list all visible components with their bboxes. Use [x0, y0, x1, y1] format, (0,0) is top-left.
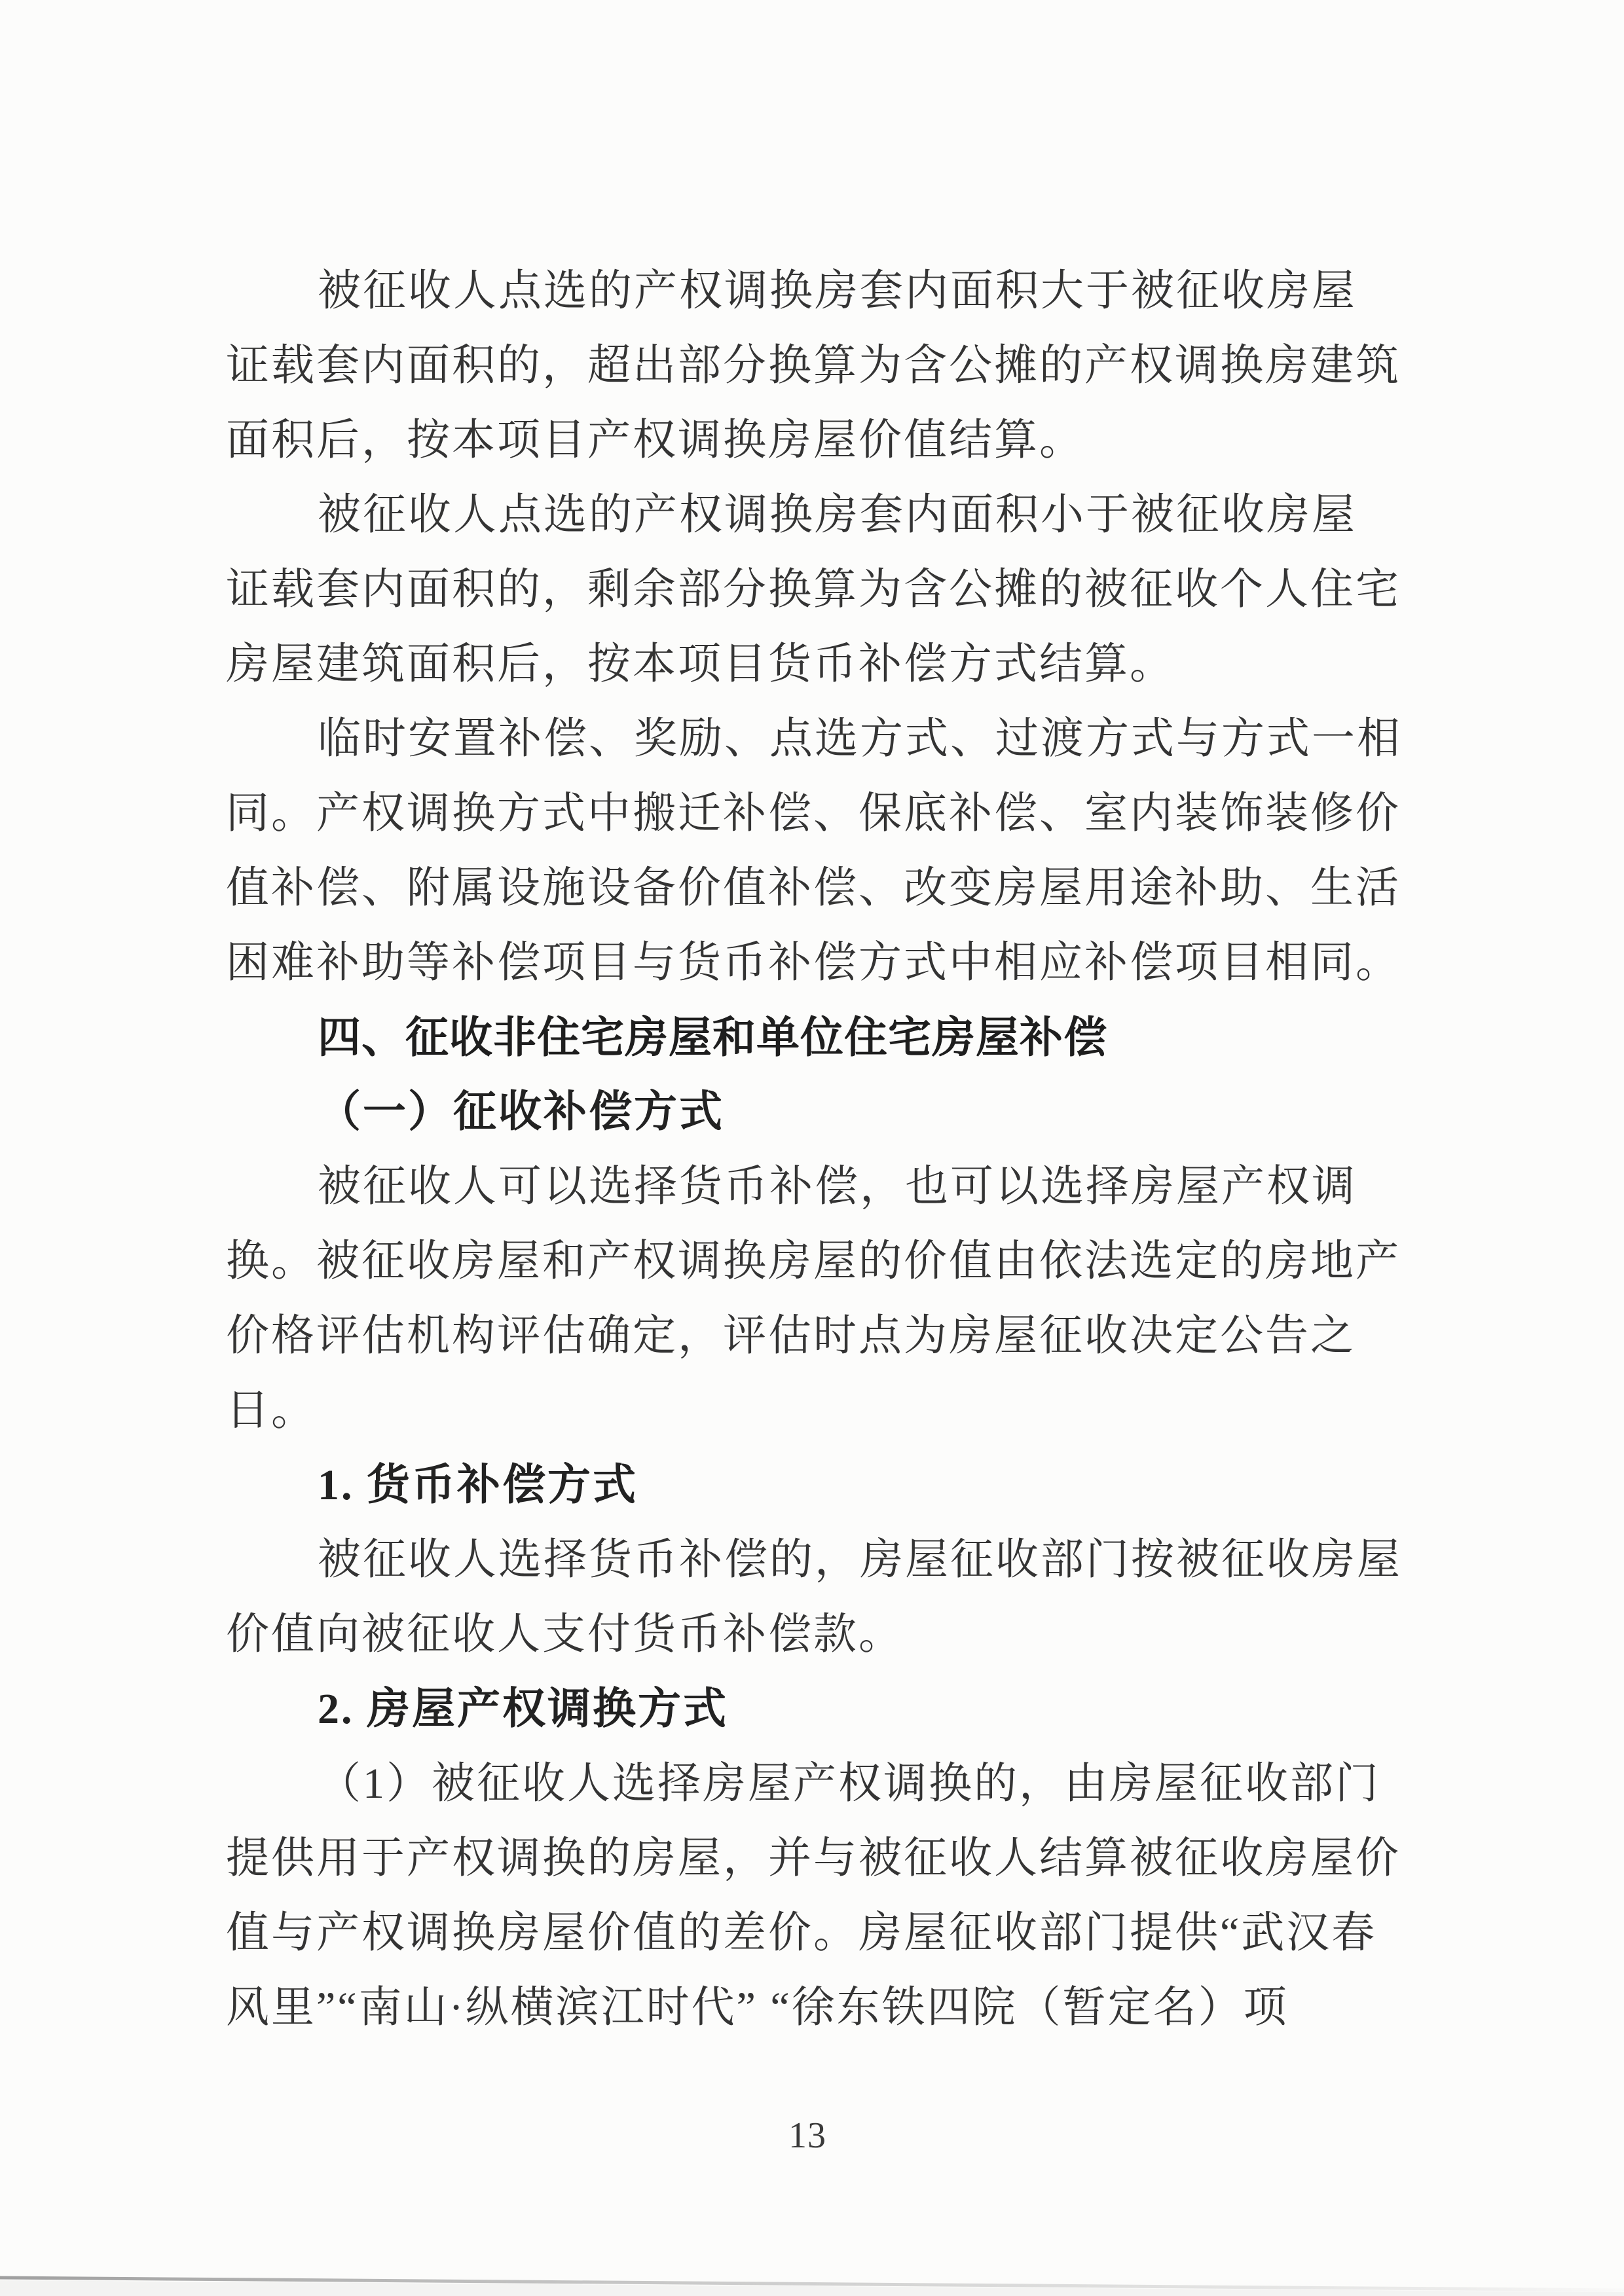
text-line: 值补偿、附属设施设备价值补偿、改变房屋用途补助、生活	[226, 864, 1401, 912]
paragraph	[226, 254, 1399, 478]
text-line: 面积后，按本项目产权调换房屋价值结算。	[226, 416, 1084, 464]
section-heading	[226, 1448, 1399, 1523]
text-line: 日。	[226, 1387, 316, 1434]
section-heading	[226, 1000, 1399, 1075]
text-line: 2. 房屋产权调换方式	[318, 1685, 728, 1733]
section-heading	[226, 1672, 1399, 1747]
page-number: 13	[788, 2115, 826, 2156]
paragraph	[226, 702, 1402, 1000]
text-line: 四、征收非住宅房屋和单位住宅房屋补偿	[318, 1012, 1107, 1063]
paragraph	[226, 1747, 1399, 2045]
text-line: 被征收人可以选择货币补偿，也可以选择房屋产权调	[318, 1163, 1357, 1211]
text-line: 价格评估机构评估确定，评估时点为房屋征收决定公告之	[226, 1312, 1356, 1360]
text-line: 价值向被征收人支付货币补偿款。	[226, 1611, 904, 1658]
text-line: 同。产权调换方式中搬迁补偿、保底补偿、室内装饰装修价	[226, 790, 1401, 837]
text-line: 提供用于产权调换的房屋，并与被征收人结算被征收房屋价	[226, 1834, 1401, 1882]
text-line: 1. 货币补偿方式	[318, 1461, 638, 1509]
text-line: 风里”“南山·纵横滨江时代” “徐东铁四院（暂定名）项	[226, 1984, 1289, 2032]
text-line: （1）被征收人选择房屋产权调换的，由房屋征收部门	[318, 1760, 1380, 1808]
section-heading	[226, 1075, 1399, 1150]
text-line: 证载套内面积的，剩余部分换算为含公摊的被征收个人住宅	[226, 566, 1401, 613]
paragraph	[226, 1523, 1402, 1672]
paragraph	[226, 478, 1399, 702]
text-line: 困难补助等补偿项目与货币补偿方式中相应补偿项目相同。	[226, 939, 1401, 987]
text-line: 证载套内面积的，超出部分换算为含公摊的产权调换房建筑	[226, 342, 1401, 390]
text-line: 房屋建筑面积后，按本项目货币补偿方式结算。	[226, 640, 1175, 688]
text-line: 换。被征收房屋和产权调换房屋的价值由依法选定的房地产	[226, 1237, 1401, 1285]
text-line: 被征收人点选的产权调换房套内面积小于被征收房屋	[318, 491, 1357, 539]
text-line: 临时安置补偿、奖励、点选方式、过渡方式与方式一相	[318, 715, 1402, 763]
text-line: 值与产权调换房屋价值的差价。房屋征收部门提供“武汉春	[226, 1909, 1377, 1957]
text-line: 被征收人点选的产权调换房套内面积大于被征收房屋	[318, 267, 1357, 315]
text-line: （一）征收补偿方式	[318, 1088, 724, 1136]
paragraph	[226, 1150, 1399, 1448]
text-block	[226, 254, 1402, 2045]
text-line: 被征收人选择货币补偿的，房屋征收部门按被征收房屋	[318, 1536, 1402, 1584]
